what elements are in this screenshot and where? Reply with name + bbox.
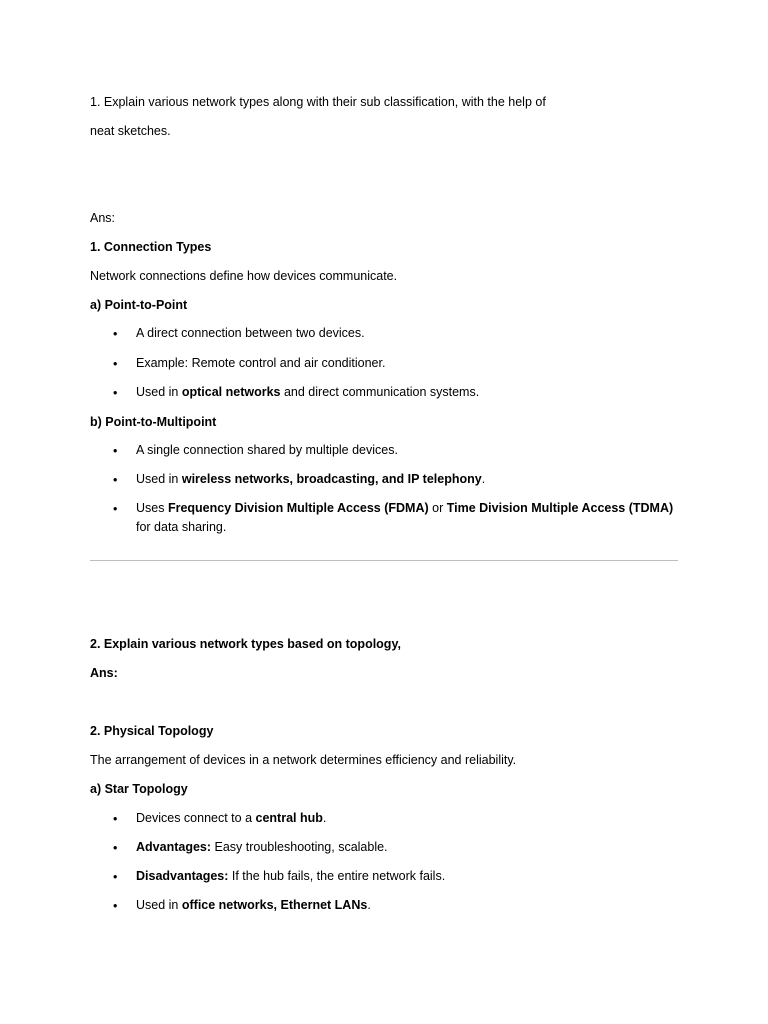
list-item-text: or	[428, 501, 447, 515]
subsection-point-to-point-heading: a) Point-to-Point	[90, 298, 188, 312]
answer-label-2: Ans:	[90, 666, 118, 680]
section-2-heading: 2. Physical Topology	[90, 724, 214, 738]
list-item	[136, 896, 681, 915]
list-item-bold-text: office networks, Ethernet LANs	[181, 898, 368, 912]
subsection-star-topology-heading: a) Star Topology	[90, 782, 188, 796]
list-item-text: Used in	[136, 472, 182, 486]
list-item-text: A single connection shared by multiple devices.	[136, 443, 398, 457]
list-item-text: .	[481, 472, 486, 486]
question-1-line-1: 1. Explain various network types along with their sub classification, with the help of	[90, 95, 546, 109]
section-1-heading: 1. Connection Types	[90, 240, 212, 254]
bullet-marker: •	[113, 327, 118, 341]
horizontal-divider	[90, 560, 678, 561]
list-item	[136, 354, 681, 373]
list-item-bold-text: Advantages:	[136, 840, 212, 854]
bullet-marker: •	[113, 899, 118, 913]
list-item-bold-text: optical networks	[181, 385, 281, 399]
list-item	[136, 324, 681, 343]
list-item	[136, 383, 681, 402]
bullet-marker: •	[113, 812, 118, 826]
list-item-text: Uses	[136, 501, 168, 515]
list-item	[136, 441, 681, 460]
question-2: 2. Explain various network types based on topology,	[90, 637, 401, 651]
list-item-text: .	[322, 811, 327, 825]
list-item	[136, 838, 681, 857]
bullet-marker: •	[113, 870, 118, 884]
bullet-marker: •	[113, 473, 118, 487]
bullet-marker: •	[113, 357, 118, 371]
question-1-line-2: neat sketches.	[90, 124, 171, 138]
list-item-bold-text: Time Division Multiple Access (TDMA)	[446, 501, 674, 515]
list-item-text: for data sharing.	[136, 520, 227, 534]
answer-label-1: Ans:	[90, 211, 116, 225]
list-item-text: Easy troubleshooting, scalable.	[211, 840, 388, 854]
list-item-text: Used in	[136, 898, 182, 912]
list-item-text: Devices connect to a	[136, 811, 256, 825]
bullet-marker: •	[113, 841, 118, 855]
list-item	[136, 809, 681, 828]
list-item-bold-text: Frequency Division Multiple Access (FDMA)	[167, 501, 429, 515]
section-1-intro: Network connections define how devices communicate.	[90, 269, 398, 283]
list-item-text: and direct communication systems.	[280, 385, 480, 399]
list-item	[136, 499, 681, 537]
list-item-text: Used in	[136, 385, 182, 399]
list-item-bold-text: wireless networks, broadcasting, and IP telephony	[181, 472, 482, 486]
list-item-bold-text: Disadvantages:	[136, 869, 229, 883]
subsection-point-to-multipoint-heading: b) Point-to-Multipoint	[90, 415, 217, 429]
bullet-marker: •	[113, 502, 118, 516]
section-2-intro: The arrangement of devices in a network determines efficiency and reliability.	[90, 753, 517, 767]
list-item-bold-text: central hub	[255, 811, 323, 825]
list-item-text: Example: Remote control and air conditioner.	[136, 356, 386, 370]
bullet-marker: •	[113, 386, 118, 400]
list-item	[136, 867, 681, 886]
list-item-text: If the hub fails, the entire network fails.	[228, 869, 446, 883]
list-item-text: A direct connection between two devices.	[136, 326, 365, 340]
list-item	[136, 470, 681, 489]
list-item-text: .	[367, 898, 371, 912]
bullet-marker: •	[113, 444, 118, 458]
